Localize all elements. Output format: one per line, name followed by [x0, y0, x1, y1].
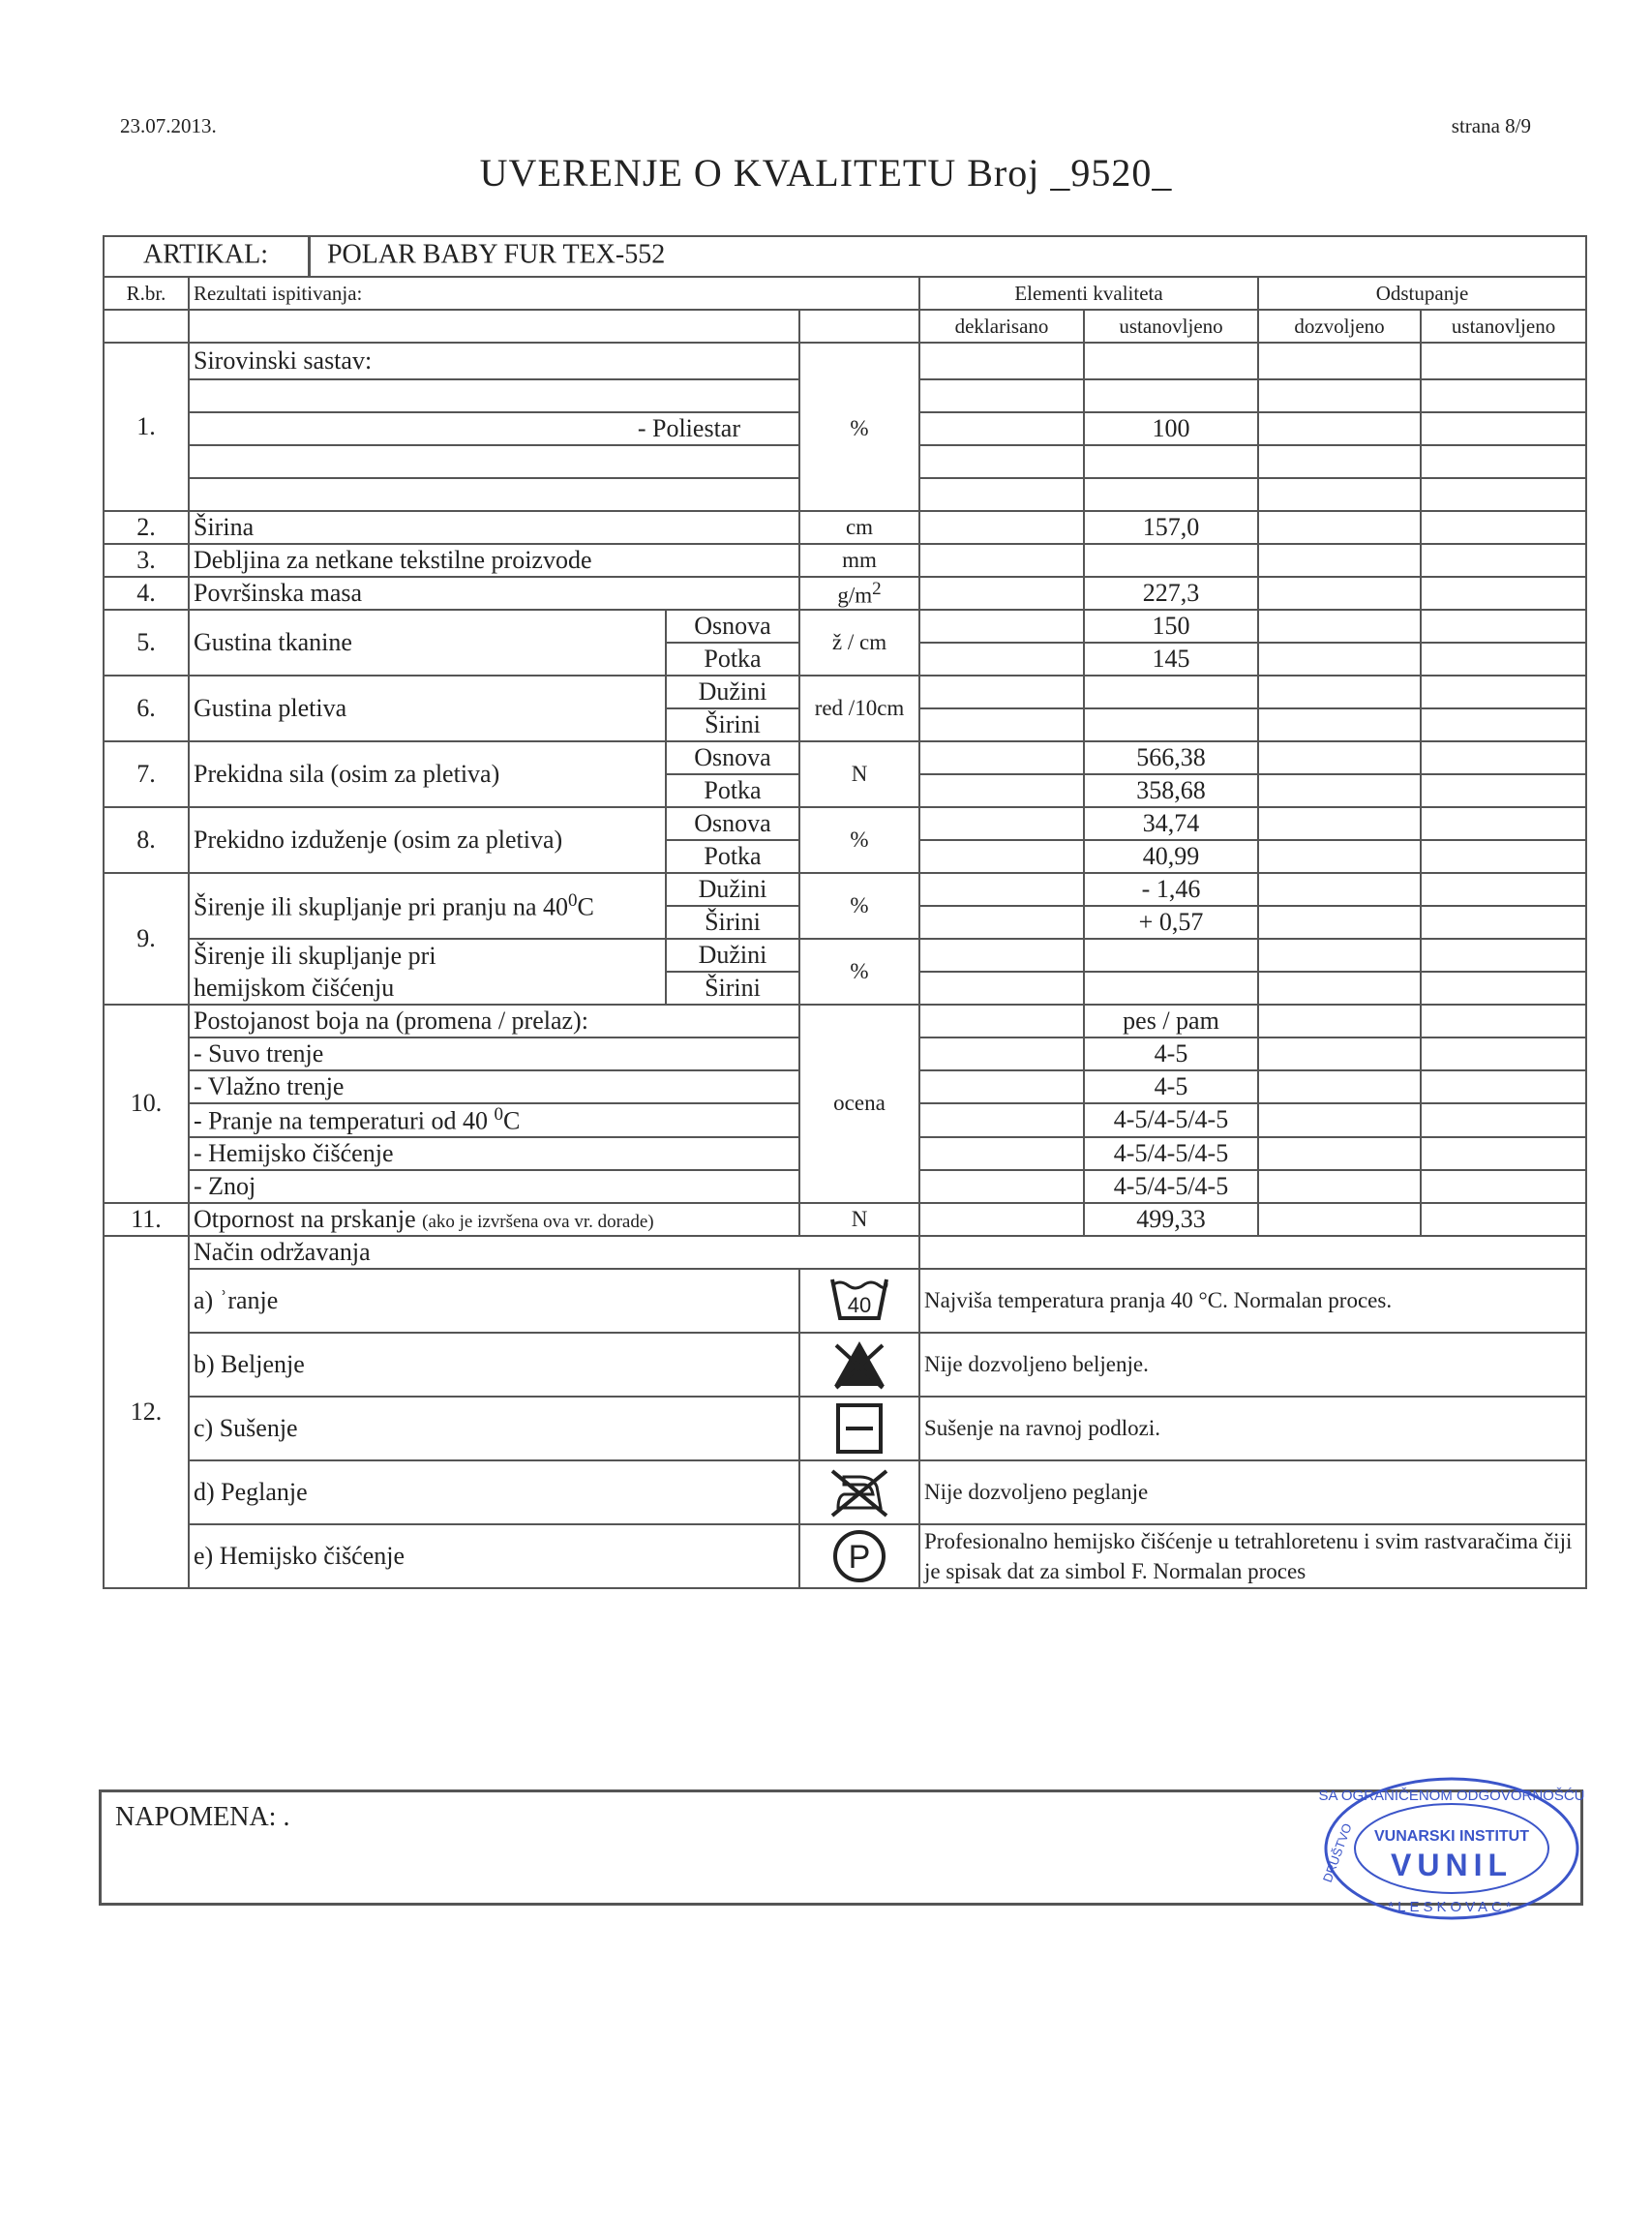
col-elements: Elementi kvaliteta	[919, 277, 1258, 310]
sub-label: Širini	[666, 708, 799, 741]
col-deviation: Odstupanje	[1258, 277, 1586, 310]
wash-40-icon	[799, 1269, 919, 1333]
colorfastness-item: - Vlažno trenje	[189, 1070, 799, 1103]
sub-label: Potka	[666, 774, 799, 807]
colorfastness-item: - Znoj	[189, 1170, 799, 1203]
note-label: NAPOMENA: .	[115, 1802, 290, 1832]
svg-text:40: 40	[847, 1292, 872, 1317]
knit-density-unit: red /10cm	[799, 676, 919, 741]
surface-mass-label: Površinska masa	[189, 577, 799, 610]
document-title: UVERENJE O KVALITETU Broj _9520_	[479, 151, 1173, 195]
row-number: 11.	[104, 1203, 189, 1236]
col-established-2: ustanovljeno	[1421, 310, 1586, 343]
colorfastness-header: pes / pam	[1084, 1005, 1258, 1037]
no-iron-icon	[799, 1460, 919, 1524]
article-value: POLAR BABY FUR TEX-552	[326, 239, 666, 270]
page-number: strana 8/9	[1451, 114, 1531, 137]
thickness-value	[1084, 544, 1258, 577]
sub-label: Osnova	[666, 741, 799, 774]
col-allowed: dozvoljeno	[1258, 310, 1421, 343]
colorfastness-title: Postojanost boja na (promena / prelaz):	[189, 1005, 799, 1037]
colorfastness-item: - Suvo trenje	[189, 1037, 799, 1070]
care-label: a) ʾranje	[189, 1269, 799, 1333]
breaking-force-weft: 358,68	[1084, 774, 1258, 807]
composition-title: Sirovinski sastav:	[189, 343, 799, 379]
sub-label: Dužini	[666, 939, 799, 972]
sub-label: Dužini	[666, 676, 799, 708]
sub-label: Potka	[666, 643, 799, 676]
article-label: ARTIKAL:	[143, 239, 268, 270]
colorfastness-value: 4-5	[1084, 1070, 1258, 1103]
svg-text:VUNIL: VUNIL	[1391, 1848, 1513, 1882]
sub-label: Dužini	[666, 873, 799, 906]
surface-mass-unit: $g/m^2$	[799, 577, 919, 610]
shrinkage-dryclean-label-1: Širenje ili skupljanje pri	[189, 939, 666, 972]
shrinkage-wash-length: - 1,46	[1084, 873, 1258, 906]
dry-clean-p-icon	[799, 1524, 919, 1588]
colorfastness-value: 4-5	[1084, 1037, 1258, 1070]
row-number: 7.	[104, 741, 189, 807]
row-number: 2.	[104, 511, 189, 544]
sub-label: Širini	[666, 906, 799, 939]
elongation-warp: 34,74	[1084, 807, 1258, 840]
quality-table	[103, 235, 1587, 1589]
care-text: Sušenje na ravnoj podlozi.	[919, 1397, 1586, 1460]
shrinkage-dryclean-unit: %	[799, 939, 919, 1005]
shrinkage-wash-unit: %	[799, 873, 919, 939]
width-label: Širina	[189, 511, 799, 544]
care-text: Profesionalno hemijsko čišćenje u tetrahloretenu i svim rastvaračima čiji je spisak dat za simbol F. Normalan proces	[919, 1524, 1586, 1588]
weave-density-warp: 150	[1084, 610, 1258, 643]
composition-value: 100	[1084, 412, 1258, 445]
care-text: Nije dozvoljeno beljenje.	[919, 1333, 1586, 1397]
row-number: 10.	[104, 1005, 189, 1203]
breaking-force-label: Prekidna sila (osim za pletiva)	[189, 741, 666, 807]
sub-label: Osnova	[666, 610, 799, 643]
shrinkage-dryclean-label-2: hemijskom čišćenju	[189, 972, 666, 1005]
row-number: 9.	[104, 873, 189, 1005]
svg-text:SA OGRANIČENOM ODGOVORNOŠĆU: SA OGRANIČENOM ODGOVORNOŠĆU	[1318, 1788, 1585, 1804]
elongation-unit: %	[799, 807, 919, 873]
care-text: Najviša temperatura pranja 40 °C. Normalan proces.	[919, 1269, 1586, 1333]
no-bleach-icon	[799, 1333, 919, 1397]
svg-text:*LESKOVAC*: *LESKOVAC*	[1388, 1899, 1516, 1915]
breaking-force-unit: N	[799, 741, 919, 807]
colorfastness-item: - Hemijsko čišćenje	[189, 1137, 799, 1170]
row-number: 6.	[104, 676, 189, 741]
care-text: Nije dozvoljeno peglanje	[919, 1460, 1586, 1524]
colorfastness-value: 4-5/4-5/4-5	[1084, 1103, 1258, 1137]
care-title: Način održavanja	[189, 1236, 919, 1269]
elongation-label: Prekidno izduženje (osim za pletiva)	[189, 807, 666, 873]
svg-text:DRUŠTVO: DRUŠTVO	[1319, 1821, 1355, 1884]
col-rbr: R.br.	[104, 277, 189, 310]
col-results: Rezultati ispitivanja:	[189, 277, 919, 310]
width-unit: cm	[799, 511, 919, 544]
spray-resistance-label: Otpornost na prskanje (ako je izvršena ova vr. dorade)	[189, 1203, 799, 1236]
row-number: 4.	[104, 577, 189, 610]
width-value: 157,0	[1084, 511, 1258, 544]
knit-density-width	[1084, 708, 1258, 741]
elongation-weft: 40,99	[1084, 840, 1258, 873]
composition-unit: %	[799, 343, 919, 511]
row-number: 8.	[104, 807, 189, 873]
spray-resistance-unit: N	[799, 1203, 919, 1236]
col-declared: deklarisano	[919, 310, 1084, 343]
colorfastness-value: 4-5/4-5/4-5	[1084, 1170, 1258, 1203]
care-label: c) Sušenje	[189, 1397, 799, 1460]
shrinkage-wash-label: Širenje ili skupljanje pri pranju na $40^0C$	[189, 873, 666, 939]
sub-label: Osnova	[666, 807, 799, 840]
article-row	[104, 236, 1586, 277]
care-label: b) Beljenje	[189, 1333, 799, 1397]
breaking-force-warp: 566,38	[1084, 741, 1258, 774]
colorfastness-unit: ocena	[799, 1005, 919, 1203]
colorfastness-value: 4-5/4-5/4-5	[1084, 1137, 1258, 1170]
row-number: 3.	[104, 544, 189, 577]
colorfastness-item: - Pranje na temperaturi od 40 $^0$C	[189, 1103, 799, 1137]
sub-label: Potka	[666, 840, 799, 873]
weave-density-unit: ž / cm	[799, 610, 919, 676]
thickness-unit: mm	[799, 544, 919, 577]
svg-text:VUNARSKI INSTITUT: VUNARSKI INSTITUT	[1374, 1828, 1529, 1845]
row-number: 12.	[104, 1236, 189, 1588]
care-label: e) Hemijsko čišćenje	[189, 1524, 799, 1588]
weave-density-weft: 145	[1084, 643, 1258, 676]
shrinkage-wash-width: + 0,57	[1084, 906, 1258, 939]
surface-mass-value: 227,3	[1084, 577, 1258, 610]
sub-label: Širini	[666, 972, 799, 1005]
row-number: 5.	[104, 610, 189, 676]
thickness-label: Debljina za netkane tekstilne proizvode	[189, 544, 799, 577]
weave-density-label: Gustina tkanine	[189, 610, 666, 676]
vunil-stamp	[1316, 1771, 1587, 1926]
spray-resistance-value: 499,33	[1084, 1203, 1258, 1236]
svg-text:P: P	[848, 1538, 871, 1576]
dry-flat-icon	[799, 1397, 919, 1460]
care-label: d) Peglanje	[189, 1460, 799, 1524]
document-date: 23.07.2013.	[120, 114, 217, 137]
composition-item: - Poliestar	[189, 412, 799, 445]
row-number: 1.	[104, 343, 189, 511]
knit-density-label: Gustina pletiva	[189, 676, 666, 741]
knit-density-length	[1084, 676, 1258, 708]
col-established: ustanovljeno	[1084, 310, 1258, 343]
